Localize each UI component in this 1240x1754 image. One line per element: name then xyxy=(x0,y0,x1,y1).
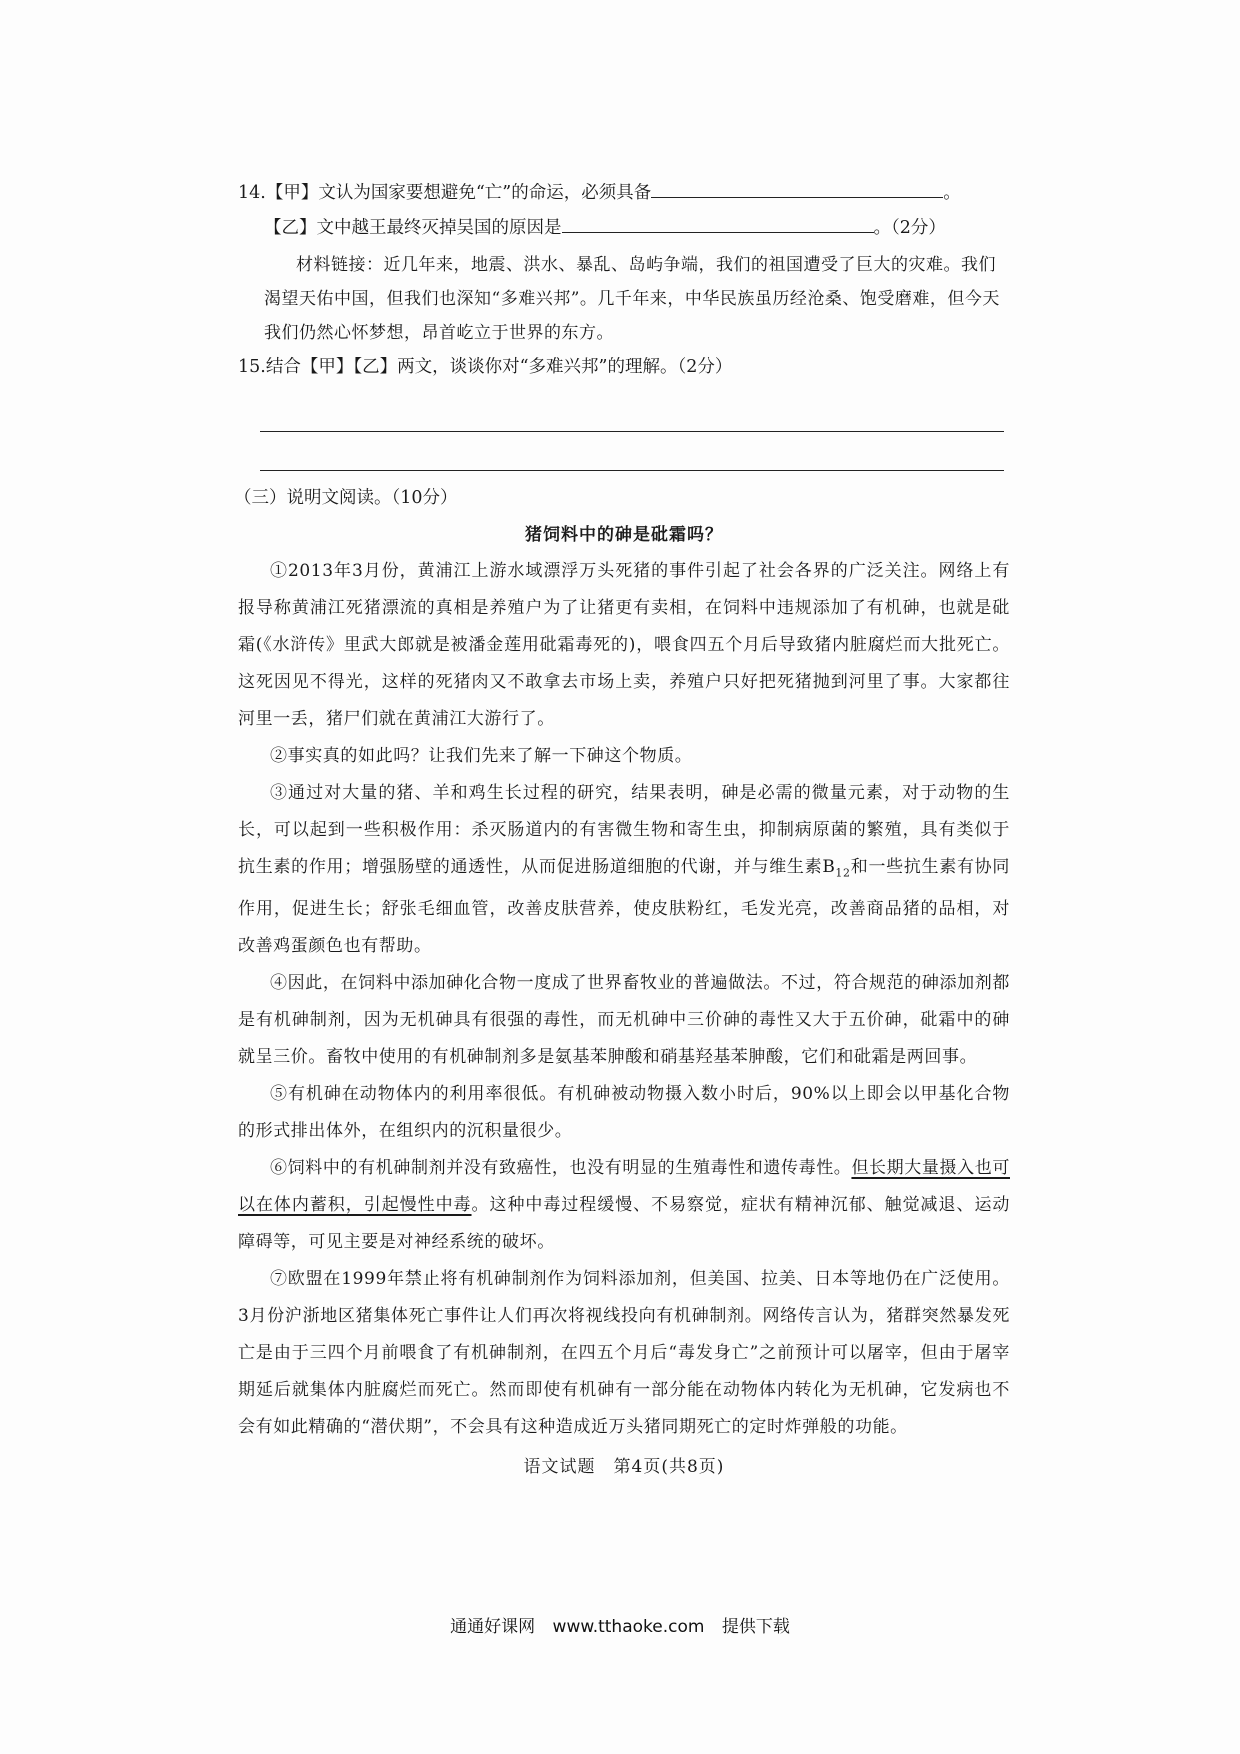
page-number-footer: 语文试题 第4页(共8页) xyxy=(523,1457,725,1478)
question-14-prompt: 14.【甲】文认为国家要想避免“亡”的命运，必须具备 xyxy=(238,183,652,203)
article-title: 猪饲料中的砷是砒霜吗？ xyxy=(525,525,723,545)
section-heading: （三）说明文阅读。（10分） xyxy=(234,488,458,508)
paragraph-6-text-a: ⑥饲料中的有机砷制剂并没有致癌性，也没有明显的生殖毒性和遗传毒性。 xyxy=(270,1158,852,1179)
paragraph-6 xyxy=(238,1150,1010,1261)
answer-line-15a[interactable] xyxy=(260,403,1004,432)
paragraph-4: ④因此，在饲料中添加砷化合物一度成了世界畜牧业的普遍做法。不过，符合规范的砷添加剂都是有机砷制剂，因为无机砷具有很强的毒性，而无机砷中三价砷的毒性又大于五价砷，砒霜中的砷就呈三价。畜牧中使用的有机砷制剂多是氨基苯胂酸和硝基羟基苯胂酸，它们和砒霜是两回事。 xyxy=(238,973,1010,1068)
paragraph-3-text-b: 和一些抗生素有协同作用，促进生长；舒张毛细血管，改善皮肤营养，使皮肤粉红，毛发光亮，改善商品猪的品相，对改善鸡蛋颜色也有帮助。 xyxy=(238,857,1010,957)
question-14-points: 。（2分） xyxy=(873,218,946,238)
download-footer xyxy=(0,1612,1240,1637)
question-15: 15.结合【甲】【乙】两文，谈谈你对“多难兴邦”的理解。（2分） xyxy=(238,357,733,377)
underlined-sentence: 但长期大量摄入也可以在体内蓄积，引起慢性中毒 xyxy=(238,1158,1010,1216)
paragraph-3-text-a: ③通过对大量的猪、羊和鸡生长过程的研究，结果表明，砷是必需的微量元素，对于动物的生长，可以起到一些积极作用：杀灭肠道内的有害微生物和寄生虫，抑制病原菌的繁殖，具有类似于抗生素的作用；增强肠壁的通透性，从而促进肠道细胞的代谢，并与维生素B xyxy=(238,783,1010,877)
paragraph-6-text-b: 。这种中毒过程缓慢、不易察觉，症状有精神沉郁、触觉减退、运动障碍等，可见主要是对神经系统的破坏。 xyxy=(238,1195,1011,1253)
material-link: 材料链接：近几年来，地震、洪水、暴乱、岛屿争端，我们的祖国遭受了巨大的灾难。我们渴望天佑中国，但我们也深知“多难兴邦”。几千年来，中华民族虽历经沧桑、饱受磨难，但今天我们仍然心怀梦想，昂首屹立于世界的东方。 xyxy=(264,255,1000,343)
site-name: 通通好课网 xyxy=(450,1617,536,1637)
download-note: 提供下载 xyxy=(721,1617,790,1637)
question-14-period: 。 xyxy=(943,183,961,203)
question-14-line-1 xyxy=(238,176,1010,211)
answer-blank-14a[interactable] xyxy=(651,179,943,198)
answer-blank-14b[interactable] xyxy=(562,214,874,233)
answer-line-15b[interactable] xyxy=(260,442,1004,471)
page-content xyxy=(234,176,1011,1485)
paragraph-3 xyxy=(238,775,1010,965)
paragraph-5: ⑤有机砷在动物体内的利用率很低。有机砷被动物摄入数小时后，90%以上即会以甲基化合物的形式排出体外，在组织内的沉积量很少。 xyxy=(238,1084,1010,1142)
question-14-line-2 xyxy=(238,211,1010,246)
question-14-sub-prompt: 【乙】文中越王最终灭掉吴国的原因是 xyxy=(264,218,562,238)
paragraph-2: ②事实真的如此吗？让我们先来了解一下砷这个物质。 xyxy=(270,746,693,766)
vitamin-subscript: 12 xyxy=(835,866,851,880)
site-url[interactable]: www.tthaoke.com xyxy=(552,1617,705,1637)
paragraph-7: ⑦欧盟在1999年禁止将有机砷制剂作为饲料添加剂，但美国、拉美、日本等地仍在广泛使用。3月份沪浙地区猪集体死亡事件让人们再次将视线投向有机砷制剂。网络传言认为，猪群突然暴发死亡是由于三四个月前喂食了有机砷制剂，在四五个月后“毒发身亡”之前预计可以屠宰，但由于屠宰期延后就集体内脏腐烂而死亡。然而即使有机砷有一部分能在动物体内转化为无机砷，它发病也不会有如此精确的“潜伏期”，不会具有这种造成近万头猪同期死亡的定时炸弹般的功能。 xyxy=(238,1269,1010,1438)
paragraph-1: ①2013年3月份，黄浦江上游水域漂浮万头死猪的事件引起了社会各界的广泛关注。网络上有报导称黄浦江死猪漂流的真相是养殖户为了让猪更有卖相，在饲料中违规添加了有机砷，也就是砒霜(《水浒传》里武大郎就是被潘金莲用砒霜毒死的)，喂食四五个月后导致猪内脏腐烂而大批死亡。这死因见不得光，这样的死猪肉又不敢拿去市场上卖，养殖户只好把死猪抛到河里了事。大家都往河里一丢，猪尸们就在黄浦江大游行了。 xyxy=(238,561,1010,729)
